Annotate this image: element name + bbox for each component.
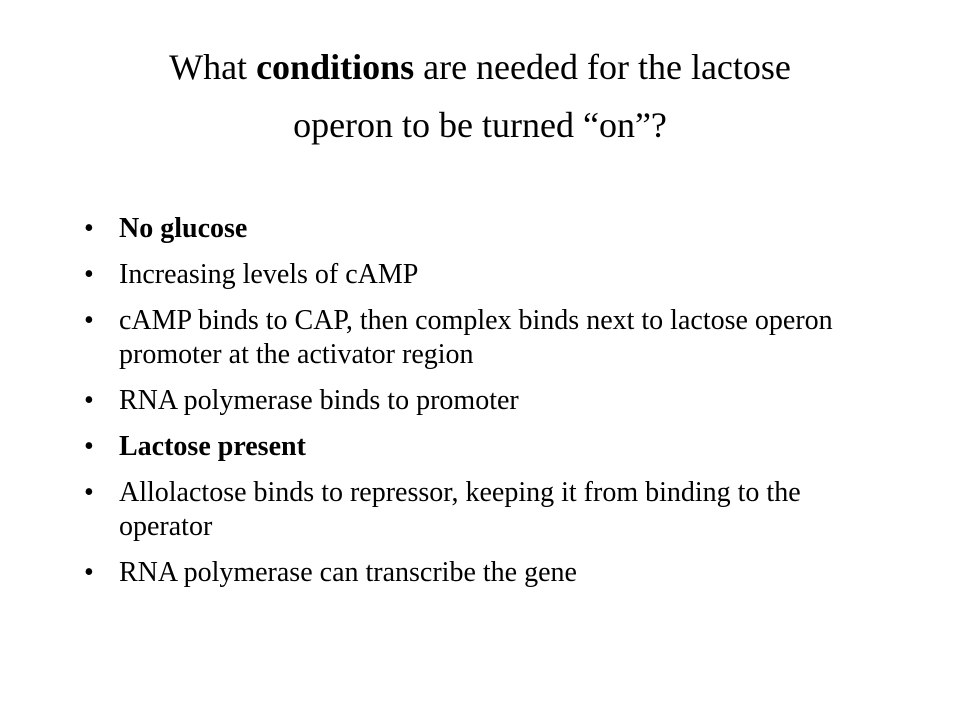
slide-title [60, 38, 900, 154]
bullet-marker: • [84, 385, 94, 416]
bullet-item [84, 476, 884, 544]
bullet-item [84, 384, 884, 418]
bullet-marker: • [84, 305, 94, 336]
bullet-marker: • [84, 557, 94, 588]
bullet-marker: • [84, 213, 94, 244]
title-emphasis: conditions [256, 47, 415, 87]
bullet-item [84, 556, 884, 590]
bullet-text: Increasing levels of cAMP [119, 259, 419, 290]
bullet-marker: • [84, 259, 94, 290]
title-line2: operon to be turned “on”? [293, 105, 667, 145]
bullet-item [84, 258, 884, 292]
bullet-text: Lactose present [119, 431, 306, 462]
title-text-part2: are needed for the lactose [414, 47, 791, 87]
bullet-text: No glucose [119, 213, 248, 244]
bullet-marker: • [84, 477, 94, 508]
title-text-part1: What [169, 47, 257, 87]
bullet-item [84, 430, 884, 464]
bullet-text: cAMP binds to CAP, then complex binds next to lactose operon promoter at the activator region [119, 305, 833, 370]
bullet-text: RNA polymerase can transcribe the gene [119, 557, 577, 588]
bullet-text: RNA polymerase binds to promoter [119, 385, 519, 416]
bullet-list [84, 212, 884, 602]
bullet-text: Allolactose binds to repressor, keeping it from binding to the operator [119, 477, 801, 542]
bullet-item [84, 212, 884, 246]
bullet-item [84, 304, 884, 372]
bullet-marker: • [84, 431, 94, 462]
